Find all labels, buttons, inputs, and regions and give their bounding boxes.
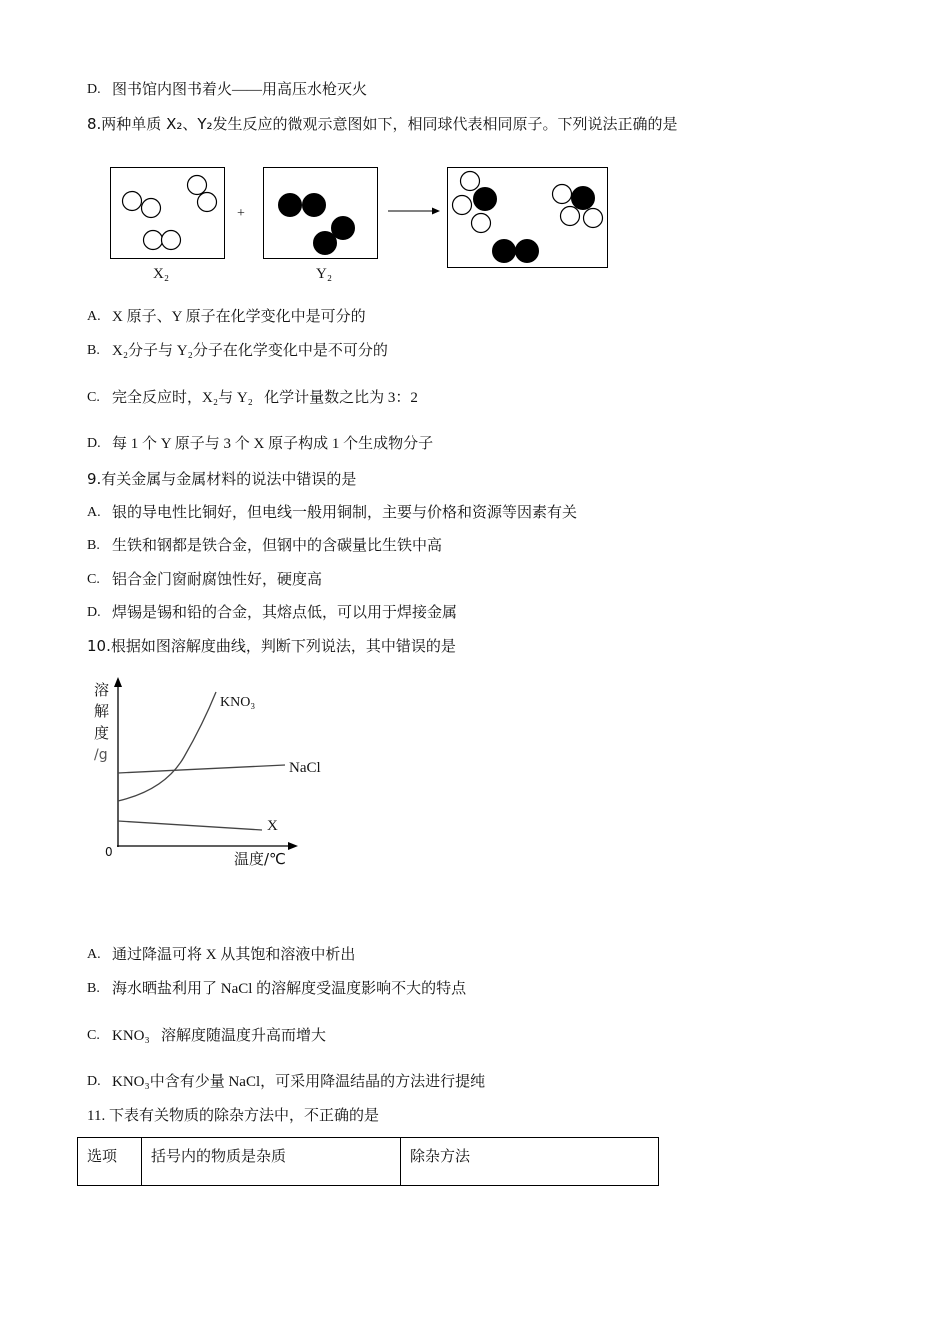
q9-option-b [87,536,443,556]
option-label: B. [87,538,100,553]
x-atom [162,231,181,250]
y-atom [314,232,337,255]
y-atom [493,240,516,263]
option-label: D. [87,82,101,97]
x2-molecule [188,176,217,212]
x-atom [144,231,163,250]
y-atom [474,188,497,211]
option-label: D. [87,436,101,451]
x-axis [117,842,298,850]
option-label: B. [87,981,100,996]
q10-option-d [87,1072,486,1092]
q8-option-d [87,434,434,454]
q10-option-b [87,979,467,999]
option-text: X₂分子与 Y₂分子在化学变化中是不可分的 [112,343,388,359]
q9-option-d [87,603,458,623]
q10-option-c [87,1026,326,1046]
option-label: C. [87,390,100,405]
x2-molecule [144,231,181,250]
q9-stem: 9.有关金属与金属材料的说法中错误的是 [87,470,357,488]
x-curve-label: X [267,818,278,834]
x-atom [453,196,472,215]
option-label: D. [87,605,101,620]
solubility-curve-graph [85,672,325,872]
q8-reaction-diagram [100,160,620,285]
table-header-option: 选项 [78,1138,142,1186]
option-text: 通过降温可将 X 从其饱和溶液中析出 [112,947,356,963]
q8-option-b [87,341,388,361]
y-atom [303,194,326,217]
q9-option-c [87,570,323,590]
option-text: X 原子、Y 原子在化学变化中是可分的 [112,309,366,325]
q8-option-c [87,388,418,408]
q8-option-a [87,307,366,327]
x2-label: X₂ [153,266,170,282]
nacl-curve [118,765,285,773]
y-axis-label-char: 解 [94,702,110,720]
y-axis-label-unit: /g [94,747,108,763]
q7-option-d [87,80,368,100]
option-label: A. [87,505,101,520]
x-atom [561,207,580,226]
option-text: 海水晒盐利用了 NaCl 的溶解度受温度影响不大的特点 [112,981,467,997]
option-text: KNO₃中含有少量 NaCl，可采用降温结晶的方法进行提纯 [112,1074,486,1090]
option-label: A. [87,947,101,962]
option-label: C. [87,1028,100,1043]
y-atom [332,217,355,240]
option-text: 每 1 个 Y 原子与 3 个 X 原子构成 1 个生成物分子 [112,436,434,452]
q10-stem: 10.根据如图溶解度曲线，判断下列说法，其中错误的是 [87,637,456,655]
table-header-method: 除杂方法 [401,1138,659,1186]
purification-table [77,1137,659,1186]
origin-label: 0 [105,845,113,859]
table-header-row [78,1138,659,1186]
y2-molecule [279,194,326,217]
x-atom [123,192,142,211]
q9-option-a [87,503,578,523]
option-text: 铝合金门窗耐腐蚀性好，硬度高 [112,572,323,588]
reaction-arrow-icon [388,208,440,215]
kno3-curve [118,692,216,801]
kno3-curve-label: KNO₃ [220,695,256,710]
q8-stem: 8.两种单质 X₂、Y₂发生反应的微观示意图如下，相同球代表相同原子。下列说法正确的是 [87,115,678,133]
option-text: KNO₃ 溶解度随温度升高而增大 [112,1028,326,1044]
plus-sign: + [237,206,245,221]
y-axis-label-char: 溶 [94,681,110,699]
x-atom [584,209,603,228]
table-header-impurity: 括号内的物质是杂质 [142,1138,401,1186]
option-label: C. [87,572,100,587]
x-atom [188,176,207,195]
x2-molecule [123,192,161,218]
option-text: 银的导电性比铜好，但电线一般用铜制，主要与价格和资源等因素有关 [112,505,578,521]
y2-label: Y₂ [316,266,333,282]
leftover-y2-molecule [493,240,539,263]
x-axis-label: 温度/℃ [234,850,286,868]
product-molecule [553,185,603,228]
q11-stem: 11. 下表有关物质的除杂方法中，不正确的是 [87,1108,379,1124]
nacl-curve-label: NaCl [289,760,321,776]
option-label: B. [87,343,100,358]
option-label: A. [87,309,101,324]
y-atom [516,240,539,263]
y-axis-label-char: 度 [94,724,110,742]
option-text: 生铁和钢都是铁合金，但钢中的含碳量比生铁中高 [112,538,443,554]
y-atom [279,194,302,217]
x-atom [461,172,480,191]
x-atom [472,214,491,233]
q10-option-a [87,945,356,965]
x-atom [142,199,161,218]
option-label: D. [87,1074,101,1089]
option-text: 图书馆内图书着火——用高压水枪灭火 [112,82,368,98]
y-atom [572,187,595,210]
product-molecule [453,172,497,233]
option-text: 完全反应时，X₂与 Y₂ 化学计量数之比为 3：2 [112,390,418,406]
x-atom [198,193,217,212]
y2-molecule [314,217,355,255]
x-atom [553,185,572,204]
option-text: 焊锡是锡和铅的合金，其熔点低，可以用于焊接金属 [112,605,458,621]
x-curve [118,821,262,830]
